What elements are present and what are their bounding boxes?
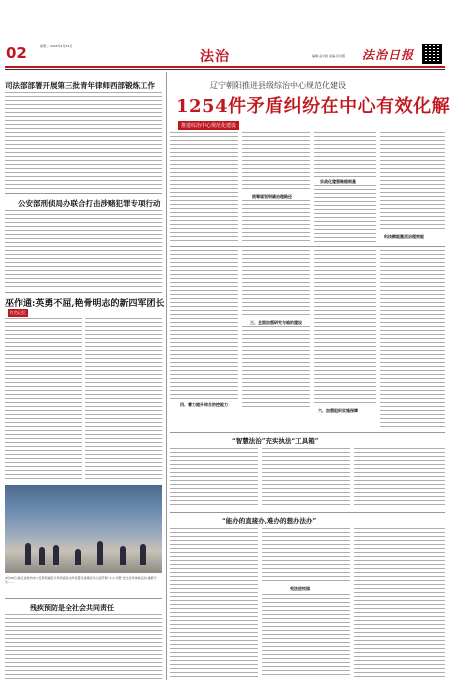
divider (5, 598, 162, 599)
divider (170, 432, 445, 433)
main-body-col-3b (314, 185, 376, 242)
qr-code-icon (422, 44, 442, 64)
person-figure (25, 543, 31, 565)
person-figure (39, 547, 45, 565)
divider (5, 193, 162, 194)
column-divider (166, 72, 167, 680)
person-figure (140, 544, 146, 565)
main-section-1: 统筹谋划明确治理路径 (252, 194, 292, 199)
box-1-title: “智慧法治”充实执法“工具箱” (232, 437, 319, 445)
section-title: 法治 (200, 49, 230, 65)
divider (170, 512, 445, 513)
box-1-body-c (354, 448, 445, 508)
main-body-col-6b (242, 326, 310, 410)
box-2-body-a (170, 528, 258, 678)
page-number: 02 (6, 44, 27, 62)
left-article-2-body (5, 210, 162, 290)
main-body-col-3 (314, 132, 376, 177)
news-photo (5, 485, 162, 573)
main-section-7: 六、加强组织实施保障 (318, 408, 358, 413)
red-memory-tag: 红色记忆 (10, 310, 26, 315)
left-headline-1: 司法部部署开展第三批青年律师西部锻炼工作 (5, 81, 155, 90)
main-section-2: 实战化建强维稳根基 (320, 179, 356, 184)
left-article-3-body-a (5, 318, 82, 480)
page-header (0, 0, 450, 78)
left-headline-3: 巫作通:英勇不屈,艳骨明志的新四军团长 (5, 299, 165, 309)
main-section-3: 科技赋能激活治理效能 (384, 234, 424, 239)
main-section-5: 四、着力提升综合防控能力 (180, 402, 228, 407)
box-3-title: 宪法进校园 (290, 586, 310, 591)
left-headline-4: 残疾预防是全社会共同责任 (30, 603, 114, 612)
photo-caption: 4月26日,浙江省杭州市公安局西湖区分局西溪派出所民警走进辖区幼儿园开展“小小交警”安全宣传体验活动,寓教于乐…… (5, 576, 157, 584)
box-1-body-a (170, 448, 258, 508)
left-article-1-body (5, 92, 162, 190)
person-figure (97, 541, 103, 565)
main-section-4: 三、全面加强研究与暗的建设 (250, 320, 302, 325)
main-body-col-2 (242, 132, 310, 192)
editors-credit: 编辑:孟令鸥 美编:李洪霞 (312, 54, 345, 58)
left-headline-2: 公安部刑侦局办联合打击涉赌犯罪专项行动 (18, 199, 161, 208)
divider (5, 292, 162, 293)
issue-meta: 星期二 2025年4月29日 (40, 44, 73, 48)
main-body-col-5 (170, 250, 238, 400)
header-rule-thin (5, 69, 445, 70)
main-body-col-2b (242, 200, 310, 242)
main-body-col-6 (242, 250, 310, 318)
box-2-body-b (262, 528, 350, 583)
header-rule (5, 66, 445, 68)
left-article-3-body-b (85, 318, 162, 480)
main-kicker: 辽宁朝阳推进县级综治中心规范化建设 (210, 81, 346, 90)
divider (170, 246, 445, 247)
person-figure (120, 546, 126, 565)
box-2-body-b2 (262, 594, 350, 678)
box-2-body-c (354, 528, 445, 678)
main-body-col-7 (314, 250, 376, 405)
main-body-col-8 (380, 250, 445, 430)
person-figure (75, 549, 81, 565)
main-body-col-1 (170, 132, 238, 242)
box-2-title: “能办的直接办,难办的想办法办” (222, 517, 317, 525)
box-1-body-b (262, 448, 350, 508)
newspaper-logo: 法治日报 (362, 48, 415, 62)
main-headline: 1254件矛盾纠纷在中心有效化解 (176, 96, 450, 117)
main-label: 推进综治中心规范化建设 (178, 121, 239, 130)
person-figure (53, 545, 59, 565)
left-article-4-body (5, 614, 162, 680)
main-body-col-4 (380, 132, 445, 232)
